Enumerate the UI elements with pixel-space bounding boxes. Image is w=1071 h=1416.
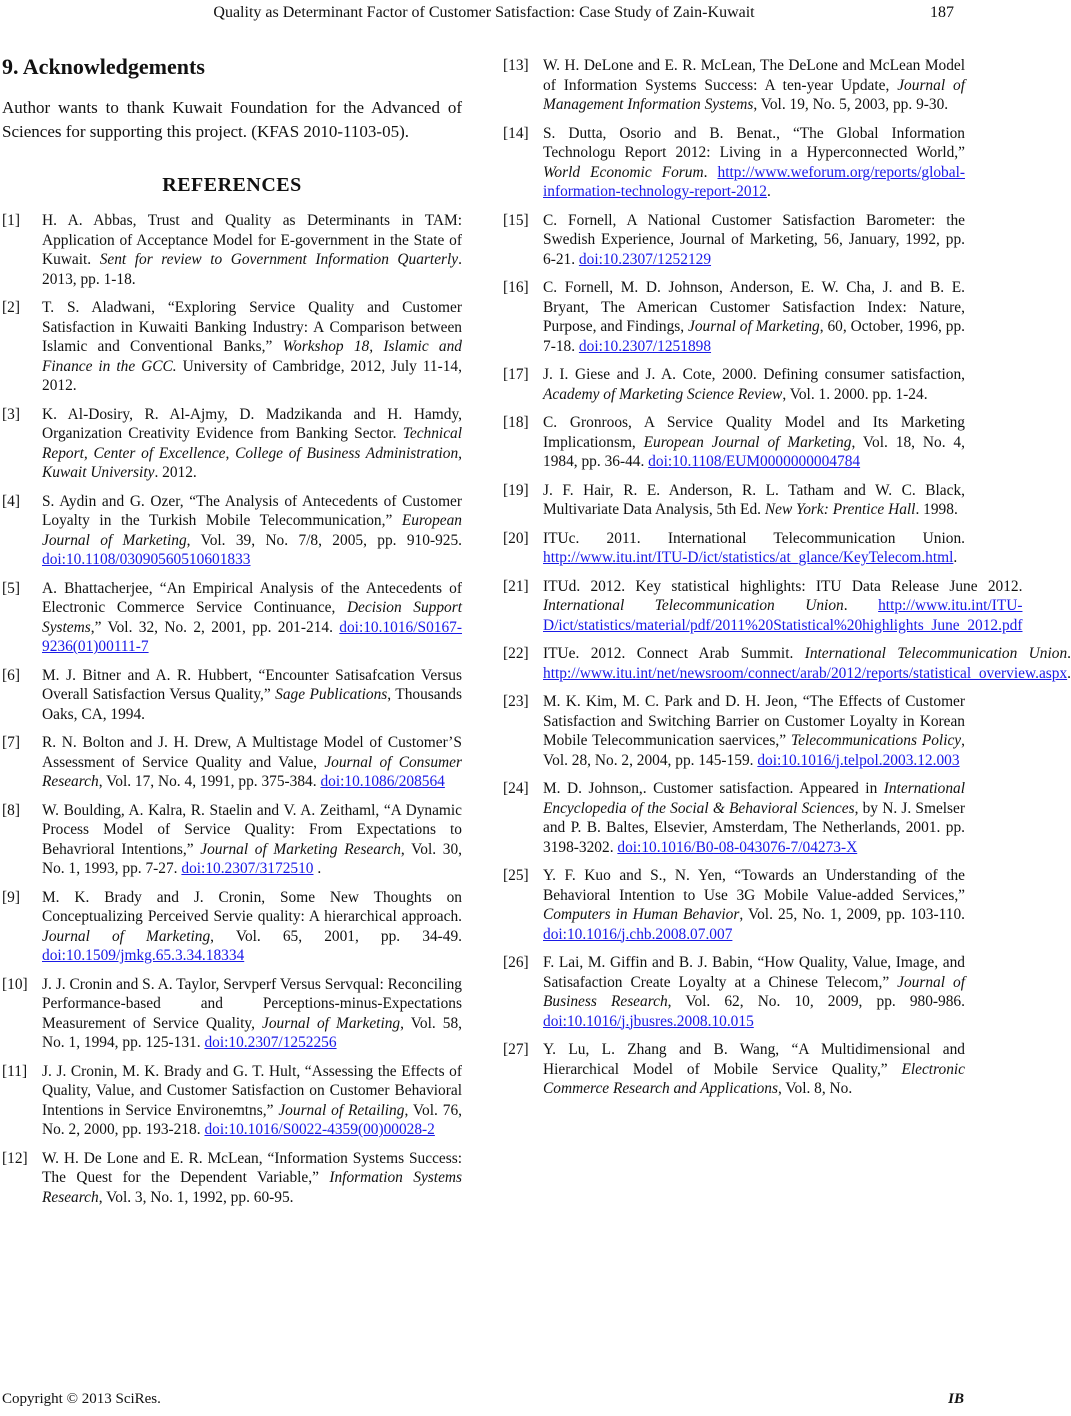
reference-segment: . [843,597,879,614]
reference-link[interactable]: http://www.itu.int/ITU-D/ict/statistics/material/pdf/2011%20Statistical%20highlights_June_2012.pdf [543,597,1023,634]
reference-item [503,779,965,857]
reference-number: [24] [503,780,529,797]
reference-italic: Sage Publications [275,686,388,703]
reference-item [503,413,965,472]
acknowledgements-text: Author wants to thank Kuwait Foundation for the Advanced of Sciences for supporting this project. (KFAS 2010-1103-05). [2,98,462,141]
reference-segment: ,” Vol. 32, No. 2, 2001, pp. 201-214. [90,618,340,636]
reference-italic: Computers in Human Behavior [543,906,740,923]
reference-number: [14] [503,124,529,142]
reference-number: [22] [503,645,529,662]
reference-link[interactable]: doi:10.1108/03090560510601833 [42,551,251,568]
reference-segment: W. H. De Lone and E. R. McLean, “Information Systems Success: The Quest for the Dependent Variable,” [42,1149,462,1186]
reference-segment: J. J. Cronin and S. A. Taylor, Servperf Versus Servqual: Reconciling Performance-based and Perceptions-minus-Expectations Measurement of Service Quality, [42,975,462,1032]
reference-segment: J. F. Hair, R. E. Anderson, R. L. Tatham and W. C. Black, Multivariate Data Analysis, 5th Ed. [543,481,965,518]
reference-link[interactable]: doi:10.2307/1252129 [578,250,712,268]
reference-item [2,975,462,1053]
reference-italic: Journal of Marketing Research [200,840,401,858]
reference-text [42,492,462,570]
reference-segment: H. A. Abbas, Trust and Quality as Determinants in TAM: Application of Acceptance Model for E-government in the State of Kuwait. [42,212,462,268]
reference-segment: W. Boulding, A. Kalra, R. Staelin and V. A. Zeithaml, “A Dynamic Process Model of Service Quality: From Expectations to Behavrioral Intentions,” [42,801,462,858]
reference-segment: , Vol. 3, No. 1, 1992, pp. 60-95. [98,1188,294,1206]
reference-number: [18] [503,414,529,431]
reference-italic: International Encyclopedia of the Social & Behavioral Sciences [543,780,965,817]
reference-item [503,953,965,1031]
reference-segment: C. Fornell, M. D. Johnson, Anderson, E. W. Cha, J. and B. E. Bryant, The American Customer Satisfaction Index: Nature, Purpose, and Findings, [543,279,965,335]
reference-segment: T. S. Aladwani, “Exploring Service Quality and Customer Satisfaction in Kuwaiti Banking Industry: A Comparison between Islamic and Conventional Banks,” [42,299,462,355]
reference-link[interactable]: http://www.weforum.org/reports/global-information-technology-report-2012 [543,163,965,200]
reference-segment: A. Bhattacherjee, “An Empirical Analysis of the Antecedents of Electronic Commerce Service Continuance, [42,579,462,616]
reference-link[interactable]: doi:10.1016/S0167-9236(01)00111-7 [42,618,462,655]
reference-segment: . 2012. [154,464,197,481]
reference-segment: , Vol. 39, No. 7/8, 2005, pp. 910-925. [186,531,463,549]
running-title: Quality as Determinant Factor of Customer Satisfaction: Case Study of Zain-Kuwait [213,4,755,21]
reference-segment: . [953,549,958,566]
reference-number: [1] [2,212,20,229]
reference-italic: New York: Prentice Hall [764,501,916,518]
reference-text [543,1040,965,1099]
reference-text [42,1149,462,1208]
reference-italic: Journal of Management Information Systems [543,76,965,113]
reference-link[interactable]: doi:10.1086/208564 [320,773,445,790]
reference-segment: . 2013, pp. 1-18. [42,251,462,288]
reference-number: [10] [2,975,28,993]
reference-item [2,801,462,879]
reference-number: [12] [2,1149,28,1167]
reference-segment: J. J. Cronin, M. K. Brady and G. T. Hult, “Assessing the Effects of Quality, Value, and Customer Satisfaction on Customer Behavioral Intentions in Service Environemtns,” [42,1062,462,1119]
reference-item [503,1040,965,1099]
reference-number: [27] [503,1041,529,1058]
reference-number: [7] [2,734,20,751]
reference-italic: Journal of Marketing [688,318,820,335]
reference-item [2,1062,462,1140]
reference-segment: Y. F. Kuo and S., N. Yen, “Towards an Understanding of the Behavioral Intention to Use 3G Mobile Value-added Services,” [543,867,965,904]
reference-segment: ITUd. 2012. Key statistical highlights: ITU Data Release June 2012. [543,577,1023,595]
reference-segment: . [1067,664,1071,682]
reference-segment: , Vol. 18, No. 4, 1984, pp. 36-44. [543,433,965,470]
reference-link[interactable]: http://www.itu.int/ITU-D/ict/statistics/at_glance/KeyTelecom.html [543,549,954,566]
reference-text [42,733,462,792]
reference-number: [16] [503,279,529,296]
reference-list-right [503,56,1071,1099]
reference-italic: Journal of Consumer Research [42,753,462,790]
reference-text [543,866,965,944]
reference-number: [9] [2,888,20,906]
reference-text [42,579,462,657]
reference-number: [2] [2,299,20,316]
reference-segment: , Vol. 1. 2000. pp. 1-24. [782,385,928,403]
reference-number: [15] [503,211,529,229]
reference-link[interactable]: doi:10.1509/jmkg.65.3.34.18334 [42,947,245,964]
reference-segment: R. N. Bolton and J. H. Drew, A Multistage Model of Customer’S Assessment of Service Quality and Value, [42,734,462,771]
reference-segment: S. Dutta, Osorio and B. Benat., “The Global Information Technologu Report 2012: Living in a Hyperconnected World,” [543,124,965,161]
reference-item [503,211,965,270]
reference-segment: University of Cambridge, 2012, July 11-14, 2012. [42,357,462,394]
reference-segment: , Vol. 65, 2001, pp. 34-49. [210,927,462,945]
reference-segment: W. H. DeLone and E. R. McLean, The DeLone and McLean Model of Information Systems Success: A ten-year Update, [543,57,965,94]
reference-item [2,1149,462,1208]
references-heading: REFERENCES [162,174,302,196]
reference-italic: Telecommunications Policy [790,732,962,749]
reference-link[interactable]: http://www.itu.int/net/newsroom/connect/arab/2012/reports/statistical_overview.aspx [543,664,1068,682]
reference-text [543,365,965,404]
reference-item [2,733,462,792]
reference-number: [11] [2,1062,28,1080]
reference-number: [25] [503,867,529,884]
reference-italic: Decision Support Systems [42,599,462,636]
reference-segment: F. Lai, M. Giffin and B. J. Babin, “How Quality, Value, Image, and Satisafaction Create Loyalty at a Chinese Telecom,” [543,954,965,991]
reference-italic: European Journal of Marketing [42,512,462,549]
reference-italic: Journal of Business Research [543,973,965,1010]
reference-text [543,278,965,356]
copyright-notice: Copyright © 2013 SciRes. [2,1391,161,1407]
reference-text [543,692,965,770]
reference-italic: European Journal of Marketing [643,433,852,451]
journal-abbrev: IB [948,1391,964,1407]
reference-item [2,405,462,483]
reference-number: [19] [503,481,529,499]
reference-number: [26] [503,954,529,971]
reference-segment: , Vol. 19, No. 5, 2003, pp. 9-30. [753,96,949,113]
acknowledgements-heading: 9. Acknowledgements [2,54,205,79]
reference-link[interactable]: doi:10.2307/1251898 [578,337,712,355]
reference-segment: . 1998. [915,501,958,518]
left-column [2,46,462,1216]
reference-item [503,56,965,115]
reference-text [543,413,965,472]
reference-segment: , Vol. 30, No. 1, 1993, pp. 7-27. [42,840,463,877]
reference-italic: Journal of Marketing [42,927,211,945]
reference-text [543,644,1071,683]
reference-segment: ITUc. 2011. International Telecommunication Union. [543,529,965,547]
reference-text [543,481,965,520]
reference-number: [8] [2,801,20,819]
reference-link[interactable]: doi:10.2307/3172510 [181,860,314,877]
reference-segment: Y. Lu, L. Zhang and B. Wang, “A Multidimensional and Hierarchical Model of Mobile Service Quality,” [543,1041,965,1078]
reference-segment: , by N. J. Smelser and P. B. Baltes, Elsevier, Amsterdam, The Netherlands, 2001. pp. 3198-3202. [543,799,965,856]
reference-italic: World Economic Forum [543,163,704,181]
reference-segment: C. Fornell, A National Customer Satisfaction Barometer: the Swedish Experience, Journal of Marketing, 56, January, 1992, pp. 6-21. [543,211,965,268]
reference-item [2,298,462,396]
reference-link[interactable]: doi:10.1108/EUM0000000004784 [648,453,861,470]
reference-number: [23] [503,693,529,710]
reference-item [503,577,1023,636]
reference-italic: Journal of Marketing [262,1014,401,1032]
reference-item [503,692,965,770]
reference-item [503,529,965,568]
reference-segment: M. D. Johnson,. Customer satisfaction. Appeared in [543,780,884,797]
reference-item [503,278,965,356]
reference-link[interactable]: doi:10.1016/B0-08-043076-7/04273-X [617,838,858,856]
reference-segment: S. Aydin and G. Ozer, “The Analysis of Antecedents of Customer Loyalty in the Turkish Mobile Telecommunication,” [42,492,462,529]
reference-link[interactable]: doi:10.1016/S0022-4359(00)00028-2 [204,1121,435,1138]
reference-segment: . [1067,645,1071,662]
reference-item [503,644,1071,683]
reference-text [42,211,462,289]
reference-number: [21] [503,577,529,595]
reference-text [543,211,965,270]
reference-number: [3] [2,405,20,423]
reference-number: [20] [503,529,529,547]
reference-number: [13] [503,57,529,74]
reference-italic: Information Systems Research [42,1169,463,1206]
reference-segment: , Vol. 62, No. 10, 2009, pp. 980-986. [667,993,965,1010]
right-column [503,56,1071,1108]
reference-segment: K. Al-Dosiry, R. Al-Ajmy, D. Madzikanda and H. Hamdy, Organization Creativity Evidence from Banking Sector. [42,405,462,442]
reference-text [42,405,462,483]
reference-text [42,666,462,725]
reference-segment: . [766,183,771,200]
reference-segment: M. J. Bitner and A. R. Hubbert, “Encounter Satisafcation Versus Overall Satisfaction Versus Quality,” [42,666,462,703]
reference-link[interactable]: doi:10.1016/j.chb.2008.07.007 [543,925,733,943]
reference-item [2,579,462,657]
reference-segment: J. I. Giese and J. A. Cote, 2000. Defining consumer satisfaction, [543,366,965,383]
reference-italic: Workshop 18, Islamic and Finance in the GCC. [42,338,462,375]
reference-number: [17] [503,366,529,383]
reference-item [503,365,965,404]
reference-item [2,888,462,966]
reference-text [543,56,965,115]
reference-link[interactable]: doi:10.1016/j.telpol.2003.12.003 [757,751,960,769]
reference-italic: International Telecommunication Union [804,645,1068,662]
reference-link[interactable]: doi:10.2307/1252256 [204,1034,337,1051]
reference-segment: . [313,860,322,877]
reference-item [2,666,462,725]
reference-item [2,492,462,570]
reference-segment: , Vol. 25, No. 1, 2009, pp. 103-110. [739,906,965,923]
reference-text [42,975,462,1053]
reference-segment: , Vol. 58, No. 1, 1994, pp. 125-131. [42,1014,462,1051]
reference-italic: Academy of Marketing Science Review [543,385,783,403]
reference-segment: . [703,163,718,181]
reference-italic: Sent for review to Government Information Quarterly [99,251,459,268]
reference-segment: C. Gronroos, A Service Quality Model and Its Marketing Implicationsm, [543,414,965,451]
reference-segment: , Thousands Oaks, CA, 1994. [42,686,462,723]
reference-segment: , Vol. 8, No. [777,1080,853,1097]
reference-segment: M. K. Kim, M. C. Park and D. H. Jeon, “The Effects of Customer Satisfaction and Switching Barrier on Customer Loyalty in Korean Mobile Telecommunication saervices,” [543,693,965,749]
reference-text [543,577,1022,636]
reference-item [503,866,965,944]
reference-item [503,481,965,520]
reference-text [42,298,462,396]
reference-item [503,124,965,202]
reference-italic: International Telecommunication Union [543,597,844,614]
reference-list-left [2,211,462,1207]
reference-number: [4] [2,492,20,510]
reference-text [42,801,462,879]
reference-number: [6] [2,666,20,684]
reference-number: [5] [2,579,20,597]
reference-text [42,1062,462,1140]
reference-item [2,211,462,289]
reference-text [42,888,462,966]
reference-text [543,529,965,568]
reference-segment: , Vol. 76, No. 2, 2000, pp. 193-218. [42,1101,463,1138]
reference-text [543,953,965,1031]
reference-text [543,779,965,857]
reference-italic: Technical Report, Center of Excellence, College of Business Administration, Kuwait University [42,425,462,481]
reference-link[interactable]: doi:10.1016/j.jbusres.2008.10.015 [543,1012,754,1030]
reference-segment: , Vol. 17, No. 4, 1991, pp. 375-384. [98,773,321,790]
reference-italic: Electronic Commerce Research and Applications [543,1060,965,1097]
reference-segment: M. K. Brady and J. Cronin, Some New Thoughts on Conceptualizing Perceived Servie quality: A hierarchical approach. [42,888,462,925]
reference-segment: , Vol. 28, No. 2, 2004, pp. 145-159. [543,732,966,769]
reference-segment: , 60, October, 1996, pp. 7-18. [543,318,966,355]
reference-segment: ITUe. 2012. Connect Arab Summit. [543,645,805,662]
reference-text [543,124,965,202]
page-number: 187 [930,4,954,21]
reference-italic: Journal of Retailing [278,1101,405,1119]
